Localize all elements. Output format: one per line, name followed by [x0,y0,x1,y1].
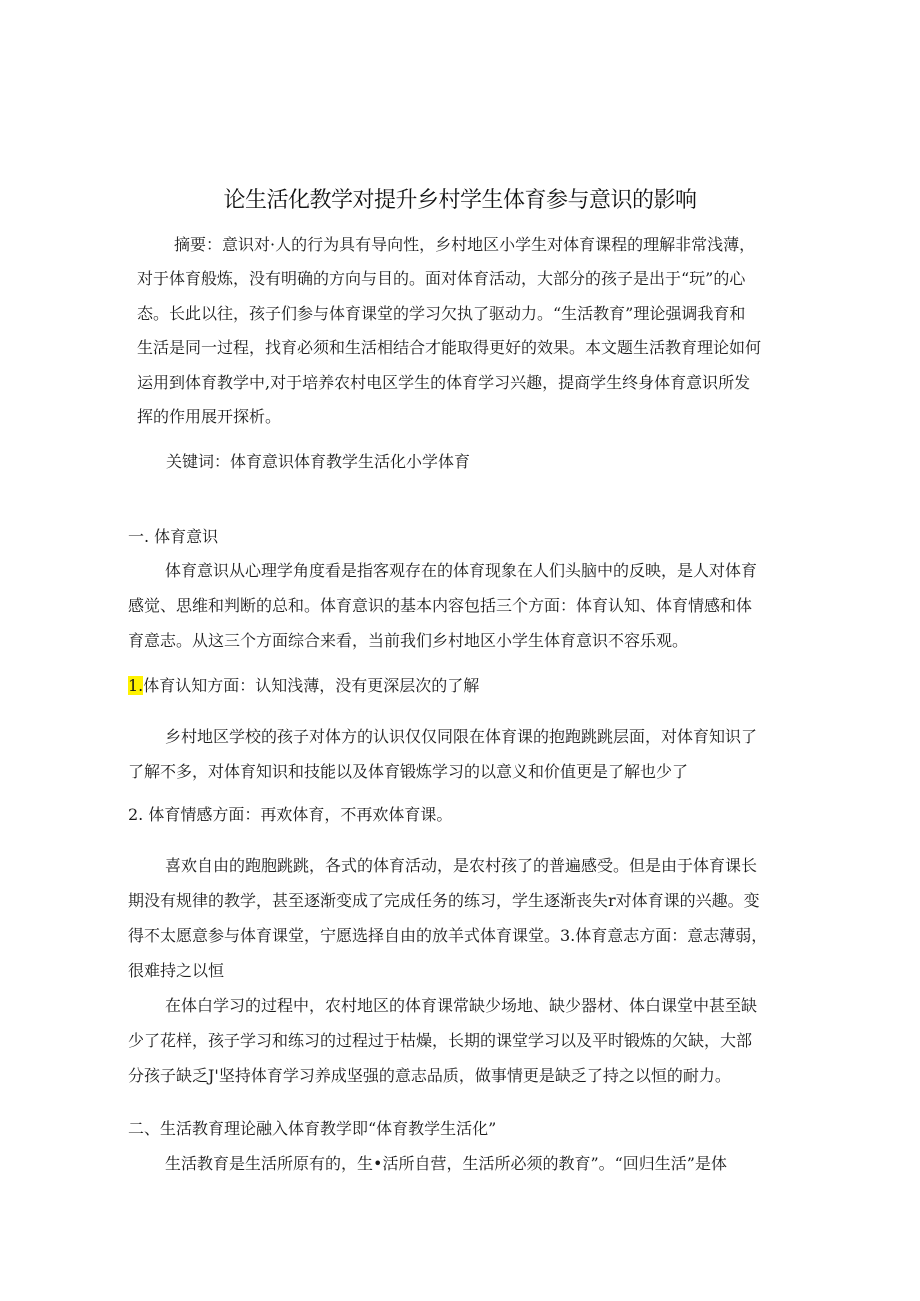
abstract-line: 对于体育般炼，没有明确的方向与目的。面对体育活动，大部分的孩子是出于“玩”的心 [137,269,746,288]
highlighted-number: 1. [128,676,144,695]
paragraph-line: 感觉、思维和判断的总和。体育意识的基本内容包括三个方面：体育认知、体育情感和体 [128,596,753,615]
abstract-line: 挥的作用展开探析。 [137,407,282,426]
paragraph-line: 乡村地区学校的孩子对体方的认识仅仅同限在体育课的抱跑跳跳层面，对体育知识了 [165,727,758,746]
keywords: 关键词：体育意识体育教学生活化小学体育 [166,452,471,471]
item-heading [128,676,479,696]
paragraph-line: 育意志。从这三个方面综合来看，当前我们乡村地区小学生体育意识不容乐观。 [128,631,689,650]
abstract-line: 态。长此以往，孩子们参与体育课堂的学习欠执了驱动力。“生活教育”理论强调我育和 [137,304,746,323]
abstract-line: 运用到体育教学中,对于培养农村电区学生的体育学习兴趣，提商学生终身体育意识所发 [137,373,751,392]
paragraph-line: 分孩子缺乏J'坚持体育学习养成坚强的意志品质，做事情更是缺乏了持之以恒的耐力。 [128,1066,731,1085]
section-heading: 二、生活教育理论融入体育教学即“体育教学生活化” [128,1119,497,1138]
paragraph-line: 得不太愿意参与体育课堂，宁愿选择自由的放羊式体育课堂。3.体育意志方面：意志薄弱， [128,926,768,945]
paragraph-line: 体育意识从心理学角度看是指客观存在的体育现象在人们头脑中的反映，是人对体育 [165,561,758,580]
abstract-line: 生活是同一过程，找育必须和生活相结合才能取得更好的效果。本文题生活教育理论如何 [137,338,762,357]
paragraph-line: 很难持之以恒 [128,961,225,980]
paragraph-line: 少了花样，孩子学习和练习的过程过于枯燥，长期的课堂学习以及平时锻炼的欠缺，大部 [128,1031,753,1050]
item-heading-text: 体育认知方面：认知浅薄，没有更深层次的了解 [143,676,480,695]
paragraph-line: 期没有规律的教学，甚至逐渐变成了完成任务的练习，学生逐渐丧失r对体育课的兴趣。变 [128,891,760,910]
item-heading: 2. 体育情感方面：再欢体育，不再欢体育课。 [128,805,453,824]
paragraph-line: 生活教育是生活所原有的，生•活所自营，生活所必须的教育”。“回归生活”是体 [165,1154,727,1173]
document-title: 论生活化教学对提升乡村学生体育参与意识的影响 [223,188,697,213]
paragraph-line: 了解不多，对体育知识和技能以及体育锻炼学习的以意义和价值更是了解也少了 [128,762,689,781]
paragraph-line: 在体白学习的过程中，农村地区的体育课常缺少场地、缺少器材、体白课堂中甚至缺 [165,996,758,1015]
paragraph-line: 喜欢自由的跑胞跳跳，各式的体育活动，是农村孩了的普遍感受。但是由于体育课长 [165,856,758,875]
abstract-line: 摘要：意识对·人的行为具有导向性，乡村地区小学生对体育课程的理解非常浅薄， [174,235,756,254]
section-heading: 一. 体育意识 [128,527,219,546]
